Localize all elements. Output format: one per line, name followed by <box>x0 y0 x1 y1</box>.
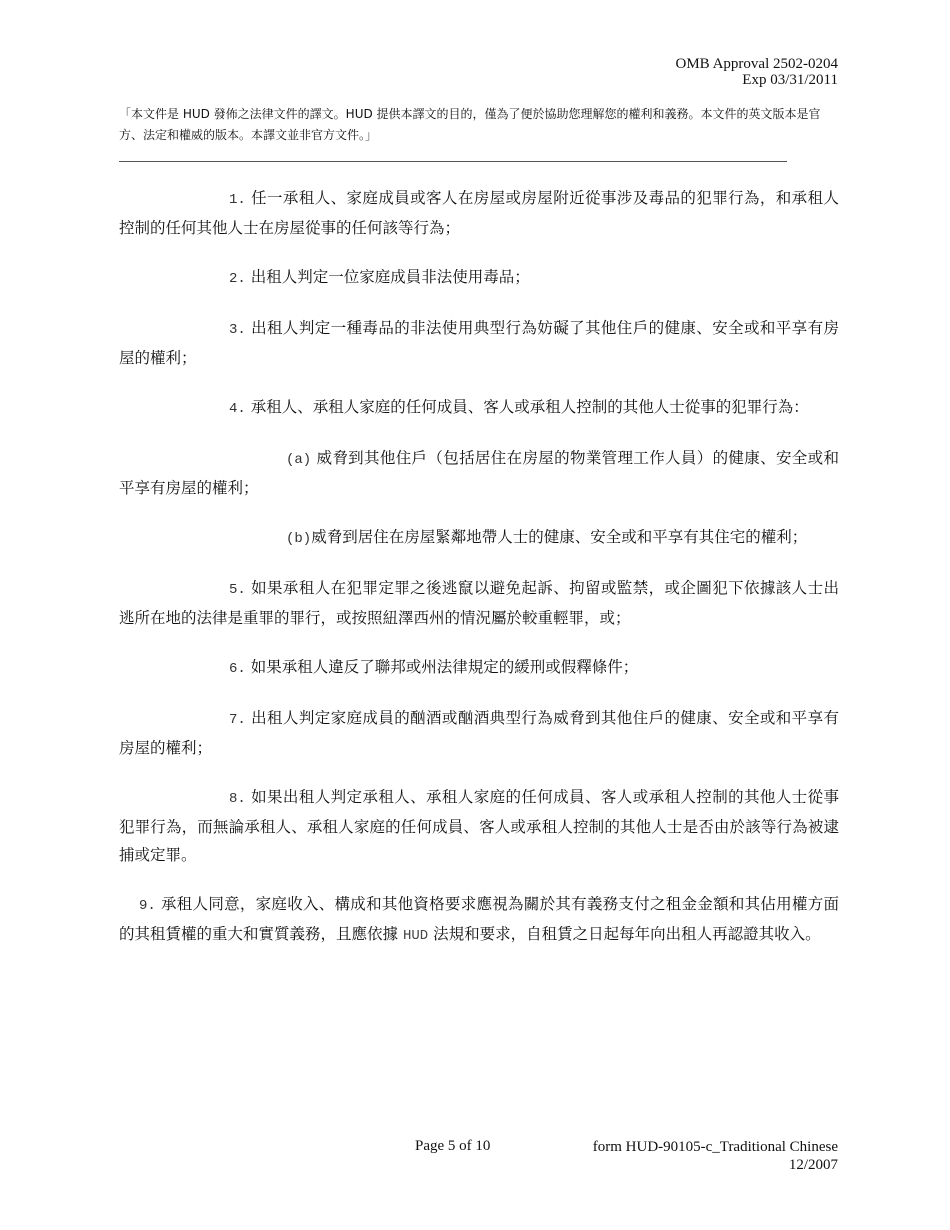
form-date: 12/2007 <box>788 1157 838 1173</box>
list-item-2 <box>119 263 839 293</box>
list-item-1 <box>119 184 839 242</box>
item-number: 6. <box>229 661 246 677</box>
list-item-5 <box>119 574 839 632</box>
list-item-6 <box>119 653 839 683</box>
form-name: form HUD-90105-c_Traditional Chinese <box>592 1139 838 1155</box>
item-text: 出租人判定一位家庭成員非法使用毒品； <box>250 268 530 286</box>
item-number: (b) <box>286 531 312 547</box>
item-number: 3. <box>229 322 246 338</box>
sub-item-a <box>119 444 839 502</box>
list-item-9 <box>119 890 839 950</box>
omb-approval-number: OMB Approval 2502-0204 <box>675 56 838 72</box>
list-item-8 <box>119 783 839 869</box>
item-number: 1. <box>229 192 246 208</box>
item-text: 出租人判定家庭成員的酗酒或酗酒典型行為威脅到其他住戶的健康、安全或和平享有房屋的權利； <box>119 709 839 757</box>
item-number: 9. <box>139 898 156 914</box>
item-text: 承租人同意，家庭收入、構成和其他資格要求應視為關於其有義務支付之租金金額和其佔用權方面的其租賃權的重大和實質義務，且應依據 <box>119 895 839 943</box>
omb-expiration: Exp 03/31/2011 <box>742 72 838 88</box>
sub-item-b <box>119 523 839 553</box>
item-text: 如果承租人在犯罪定罪之後逃竄以避免起訴、拘留或監禁，或企圖犯下依據該人士出逃所在地的法律是重罪的罪行，或按照紐澤西州的情況屬於較重輕罪，或； <box>119 579 839 627</box>
item-text: 承租人、承租人家庭的任何成員、客人或承租人控制的其他人士從事的犯罪行為： <box>250 398 809 416</box>
item-text: 威脅到其他住戶（包括居住在房屋的物業管理工作人員）的健康、安全或和平享有房屋的權利； <box>119 449 839 497</box>
hud-abbreviation: HUD <box>402 928 429 944</box>
header-divider <box>119 161 787 162</box>
item-text: 如果出租人判定承租人、承租人家庭的任何成員、客人或承租人控制的其他人士從事犯罪行為，而無論承租人、承租人家庭的任何成員、客人或承租人控制的其他人士是否由於該等行為被逮捕或定罪。 <box>119 788 839 864</box>
item-text-continued: 法規和要求，自租賃之日起每年向出租人再認證其收入。 <box>433 925 821 943</box>
list-item-3 <box>119 314 839 372</box>
page-number: Page 5 of 10 <box>415 1138 491 1154</box>
item-text: 任一承租人、家庭成員或客人在房屋或房屋附近從事涉及毒品的犯罪行為，和承租人控制的任何其他人士在房屋從事的任何該等行為； <box>119 189 839 237</box>
omb-approval <box>676 56 839 88</box>
item-number: 5. <box>229 582 246 598</box>
item-text: 如果承租人違反了聯邦或州法律規定的緩刑或假釋條件； <box>250 658 639 676</box>
item-number: 4. <box>229 401 246 417</box>
item-text: 威脅到居住在房屋緊鄰地帶人士的健康、安全或和平享有其住宅的權利； <box>311 528 808 546</box>
document-body <box>119 184 839 971</box>
item-number: 7. <box>229 712 246 728</box>
item-number: 2. <box>229 271 246 287</box>
item-number: 8. <box>229 791 246 807</box>
item-number: (a) <box>286 452 312 468</box>
item-text: 出租人判定一種毒品的非法使用典型行為妨礙了其他住戶的健康、安全或和平享有房屋的權利； <box>119 319 839 367</box>
form-identifier <box>593 1138 838 1174</box>
translation-disclaimer: 「本文件是 HUD 發佈之法律文件的譯文。HUD 提供本譯文的目的，僅為了便於協助您理解您的權利和義務。本文件的英文版本是官方、法定和權威的版本。本譯文並非官方文件。」 <box>119 107 821 142</box>
list-item-4 <box>119 393 839 423</box>
list-item-7 <box>119 704 839 762</box>
